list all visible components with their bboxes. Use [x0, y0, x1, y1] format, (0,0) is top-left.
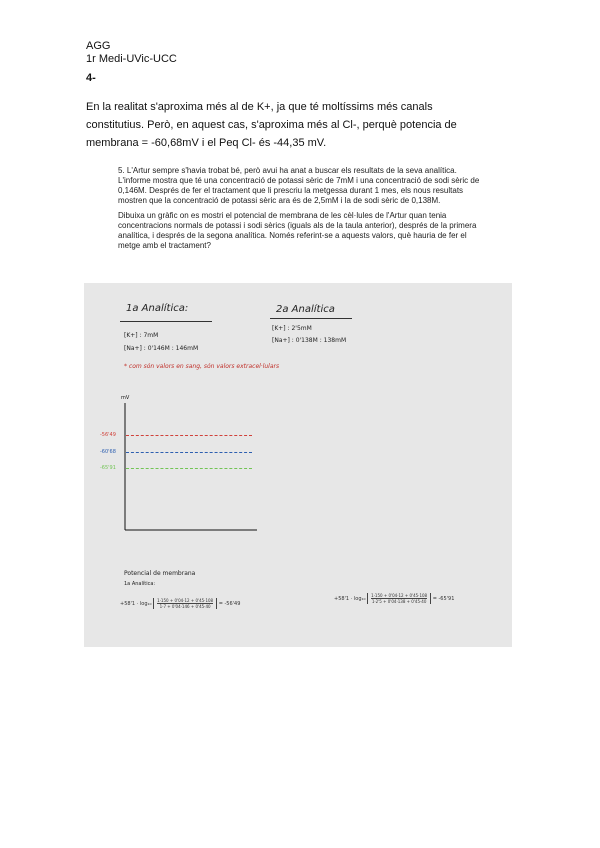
level-label-green: -65'91 [100, 465, 116, 471]
formula1-denominator: 1·7 + 0'04·146 + 0'45·40 [159, 604, 211, 609]
level-line-green [126, 468, 252, 469]
statement-p1: 5. L'Artur sempre s'havia trobat bé, però avui ha anat a buscar els resultats de la seva analítica. L'informe mostra que té una concentració de potassi sèric de 7mM i una concentració de sodi sèric de 0,146M. Després de fer el tractament que li prescriu la metgessa durant 1 mes, els nous resultats mostren que la concentració de potassi sèric ara és de 2,5mM i la de sodi sèric de 0,138M. [118, 166, 480, 205]
analysis1-title: 1a Analítica: [126, 303, 189, 314]
formula1-fraction [153, 598, 217, 609]
y-axis-label: mV [121, 395, 130, 401]
level-label-red: -56'49 [100, 432, 116, 438]
calc-subtitle: 1a Analítica: [124, 581, 156, 587]
formula2-denominator: 1·2'5 + 0'04·138 + 0'45·40 [371, 599, 427, 604]
formula-analysis1 [120, 598, 240, 609]
formula2-result: = -65'91 [432, 596, 455, 602]
handwritten-notes [84, 283, 512, 647]
calc-title: Potencial de membrana [124, 570, 196, 577]
level-line-blue [126, 452, 252, 453]
extracellular-note: * com són valors en sang, són valors extracel·lulars [124, 363, 280, 370]
answer-paragraph: En la realitat s'aproxima més al de K+, ja que té moltíssims més canals constitutius. Però, en aquest cas, s'aproxima més al Cl-, perquè potencia de membrana = -60,68mV i el Peq Cl- és -44,35 mV. [86, 101, 457, 149]
formula2-numerator: 1·150 + 0'04·12 + 0'45·108 [371, 593, 428, 598]
analysis2-title: 2a Analítica [276, 304, 335, 315]
formula2-fraction [367, 593, 431, 604]
level-label-blue: -60'68 [100, 449, 116, 455]
course-label: 1r Medi-UVic-UCC [86, 53, 177, 65]
analysis2-k: [K+] : 2'5mM [272, 325, 312, 332]
formula1-result: = -56'49 [218, 601, 241, 607]
level-line-red [126, 435, 252, 436]
formula-analysis2 [334, 593, 454, 604]
analysis1-k: [K+] : 7mM [124, 332, 159, 339]
problem-statement [118, 166, 484, 256]
analysis2-na: [Na+] : 0'138M : 138mM [272, 337, 347, 344]
formula2-prefix: +58'1 · log₁₀ [334, 596, 366, 602]
formula1-prefix: +58'1 · log₁₀ [120, 601, 152, 607]
question-number: 4- [86, 72, 96, 84]
student-initials: AGG [86, 40, 111, 52]
analysis1-na: [Na+] : 0'146M : 146mM [124, 345, 199, 352]
formula1-numerator: 1·150 + 0'04·12 + 0'45·108 [157, 598, 214, 603]
statement-p2: Dibuixa un gràfic on es mostri el potencial de membrana de les cèl·lules de l'Artur quan tenia concentracions normals de potassi i sodi sèrics (iguals als de la taula anterior), després de la primera analítica, i després de la segona analítica. Només referint-se a aquests valors, què hauria de fer el metge amb el tractament? [118, 211, 477, 250]
